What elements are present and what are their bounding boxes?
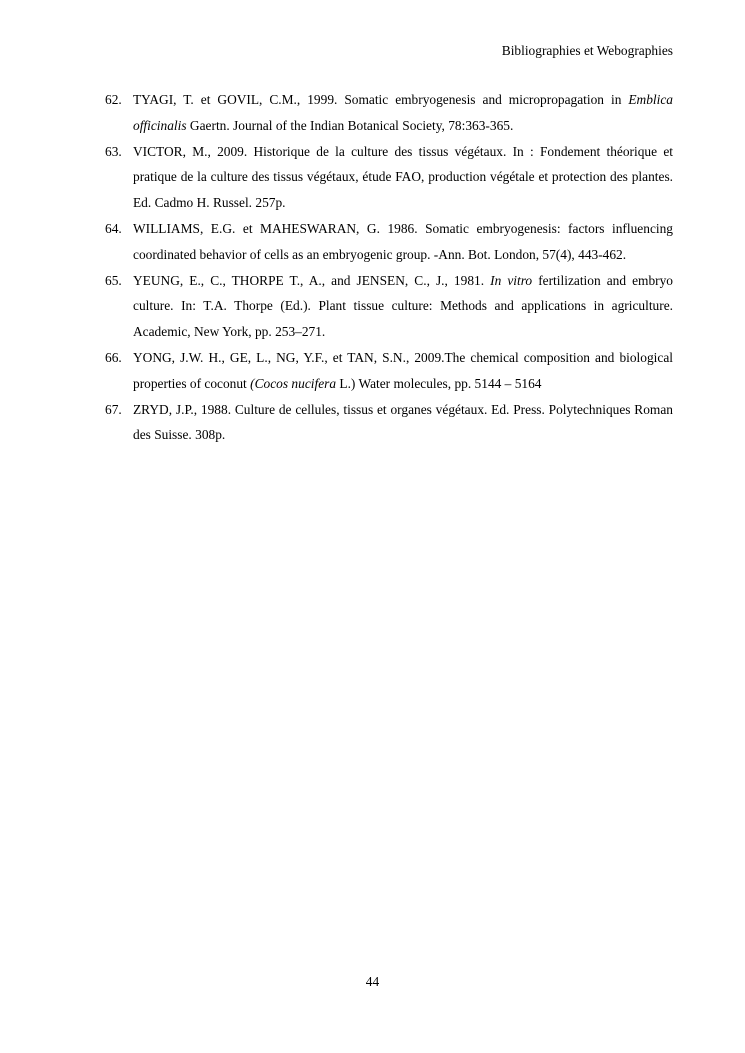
reference-italic-term: Emblica officinalis bbox=[133, 92, 673, 133]
reference-italic-term: (Cocos nucifera bbox=[250, 375, 337, 391]
reference-text-part: YONG, J.W. H., GE, L., NG, Y.F., et TAN, S.N., 2009.The chemical composition and biological properties of coconut bbox=[133, 349, 673, 391]
reference-text bbox=[133, 268, 673, 345]
reference-number: 63. bbox=[105, 143, 122, 159]
reference-text bbox=[133, 397, 673, 449]
reference-item bbox=[105, 87, 673, 139]
reference-number: 67. bbox=[105, 401, 122, 417]
reference-number: 65. bbox=[105, 272, 122, 288]
reference-number: 66. bbox=[105, 349, 122, 365]
reference-text-part: WILLIAMS, E.G. et MAHESWARAN, G. 1986. Somatic embryogenesis: factors influencing coordinated behavior of cells as an embryogenic group. -Ann. Bot. London, 57(4), 443-462. bbox=[133, 220, 673, 262]
reference-text-part: fertilization and embryo culture. In: T.A. Thorpe (Ed.). Plant tissue culture: Methods and applications in agriculture. Academic, New York, pp. 253–271. bbox=[133, 272, 674, 340]
reference-list bbox=[105, 87, 673, 448]
running-header: Bibliographies et Webographies bbox=[501, 43, 673, 58]
reference-text-part: TYAGI, T. et GOVIL, C.M., 1999. Somatic embryogenesis and micropropagation in bbox=[133, 92, 629, 107]
reference-text-part: ZRYD, J.P., 1988. Culture de cellules, tissus et organes végétaux. Ed. Press. Polytechniques Roman des Suisse. 308p. bbox=[133, 401, 673, 443]
reference-text bbox=[133, 216, 673, 268]
reference-text-part: VICTOR, M., 2009. Historique de la culture des tissus végétaux. In : Fondement théorique et pratique de la culture des tissus végétaux, étude FAO, production végétale et protection des plantes. Ed. Cadmo H. Russel. 257p. bbox=[133, 143, 673, 211]
reference-item bbox=[105, 268, 673, 345]
reference-text bbox=[133, 87, 673, 139]
reference-text-part: YEUNG, E., C., THORPE T., A., and JENSEN, C., J., 1981. bbox=[133, 272, 491, 288]
reference-text-part: Gaertn. Journal of the Indian Botanical Society, 78:363-365. bbox=[186, 117, 514, 133]
page-number: 44 bbox=[365, 974, 380, 989]
reference-number: 62. bbox=[105, 92, 122, 107]
reference-item bbox=[105, 345, 673, 397]
reference-text bbox=[133, 139, 673, 216]
reference-text-part: L.) Water molecules, pp. 5144 – 5164 bbox=[336, 375, 542, 391]
reference-text bbox=[133, 345, 673, 397]
reference-number: 64. bbox=[105, 220, 122, 236]
reference-item bbox=[105, 397, 673, 449]
reference-item bbox=[105, 139, 673, 216]
reference-item bbox=[105, 216, 673, 268]
reference-italic-term: In vitro bbox=[490, 272, 533, 288]
